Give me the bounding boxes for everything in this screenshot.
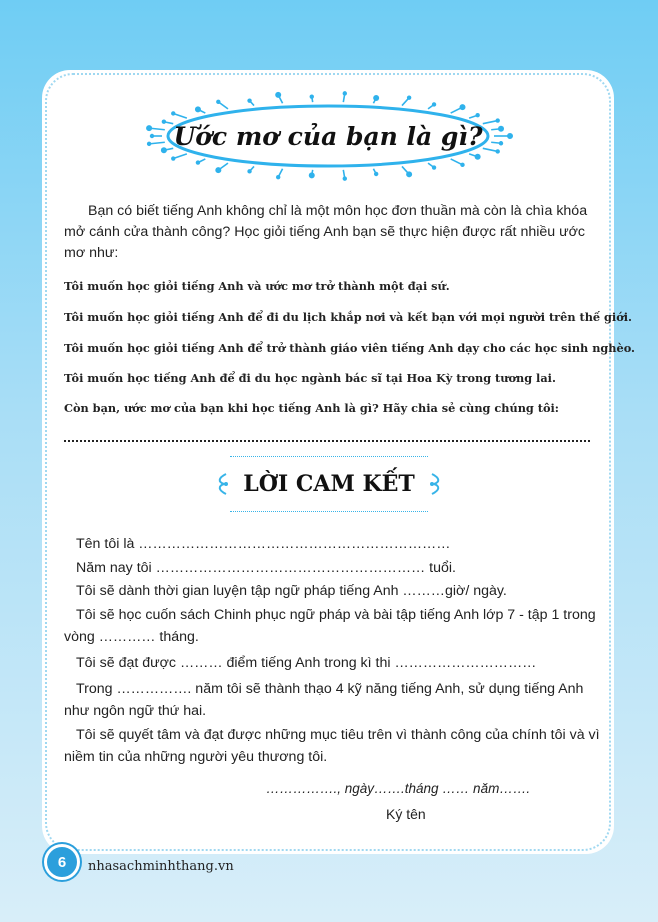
page-title: Ước mơ của bạn là gì? [173, 121, 483, 151]
answer-dotted-line[interactable] [64, 430, 590, 442]
burst-dot [150, 134, 154, 138]
dream-item: Tôi muốn học giỏi tiếng Anh để trở thành giáo viên tiếng Anh dạy cho các học sinh nghèo. [64, 341, 635, 355]
burst-dot [161, 147, 167, 153]
burst-dot [498, 126, 504, 132]
burst-dot [309, 172, 315, 178]
burst-dot [460, 163, 464, 167]
burst-dot [247, 169, 251, 173]
age-field-line[interactable]: Năm nay tôi ………………………………………………… tuổi. [76, 560, 456, 576]
book-duration-line[interactable]: Tôi sẽ học cuốn sách Chinh phục ngữ pháp và bài tập tiếng Anh lớp 7 - tập 1 trong vòng ………… tháng. [64, 607, 596, 645]
burst-dot [496, 149, 500, 153]
burst-dot [247, 98, 251, 102]
burst-dot [343, 176, 347, 180]
burst-dot [373, 95, 379, 101]
burst-dot [507, 133, 513, 139]
burst-dot [432, 165, 436, 169]
burst-dot [275, 92, 281, 98]
burst-dot [147, 142, 151, 146]
dream-item: Tôi muốn học giỏi tiếng Anh và ước mơ trở thành một đại sứ. [64, 279, 450, 293]
burst-dot [343, 91, 347, 95]
dream-item: Tôi muốn học giỏi tiếng Anh để đi du lịch khắp nơi và kết bạn với mọi người trên thế giới. [64, 310, 632, 324]
burst-dot [146, 125, 152, 131]
burst-dot [162, 120, 166, 124]
pledge-title: LỜI CAM KẾT [243, 471, 415, 497]
score-line[interactable]: Tôi sẽ đạt được ……… điểm tiếng Anh trong kì thi ………………………… [76, 655, 537, 671]
burst-dot [216, 100, 220, 104]
burst-dot [310, 94, 314, 98]
burst-dot [215, 167, 221, 173]
goal-line: Tôi sẽ quyết tâm và đạt được những mục tiêu trên vì thành công của chính tôi và vì niềm tin của những người yêu thương tôi. [64, 727, 600, 765]
date-line[interactable]: ……………., ngày…….tháng …… năm……. [266, 781, 531, 796]
burst-dot [276, 175, 280, 179]
share-prompt: Còn bạn, ước mơ của bạn khi học tiếng Anh là gì? Hãy chia sẻ cùng chúng tôi: [64, 401, 559, 415]
swirl-left-icon [214, 472, 232, 496]
intro-paragraph: Bạn có biết tiếng Anh không chỉ là một môn học đơn thuần mà còn là chìa khóa mở cánh cửa thành công? Học giỏi tiếng Anh bạn sẽ thực hiện được rất nhiều ước mơ như: [64, 203, 588, 261]
study-time-line[interactable]: Tôi sẽ dành thời gian luyện tập ngữ pháp tiếng Anh ………giờ/ ngày. [76, 583, 507, 599]
website-text: nhasachminhthang.vn [88, 859, 234, 874]
burst-dot [406, 171, 412, 177]
swirl-right-icon [426, 472, 444, 496]
burst-dot [374, 172, 378, 176]
burst-dot [499, 141, 503, 145]
dream-item: Tôi muốn học tiếng Anh để đi du học ngành bác sĩ tại Hoa Kỳ trong tương lai. [64, 371, 556, 385]
burst-dot [496, 118, 500, 122]
signature-label: Ký tên [386, 806, 426, 822]
burst-dot [407, 95, 411, 99]
burst-dot [432, 102, 436, 106]
burst-ray [149, 142, 165, 144]
page-number-badge: 6 [44, 844, 80, 880]
skills-line[interactable]: Trong ……………. năm tôi sẽ thành thạo 4 kỹ năng tiếng Anh, sử dụng tiếng Anh như ngôn ngữ thứ hai. [64, 681, 584, 719]
name-field-line[interactable]: Tên tôi là ………………………………………………………… [76, 536, 451, 552]
